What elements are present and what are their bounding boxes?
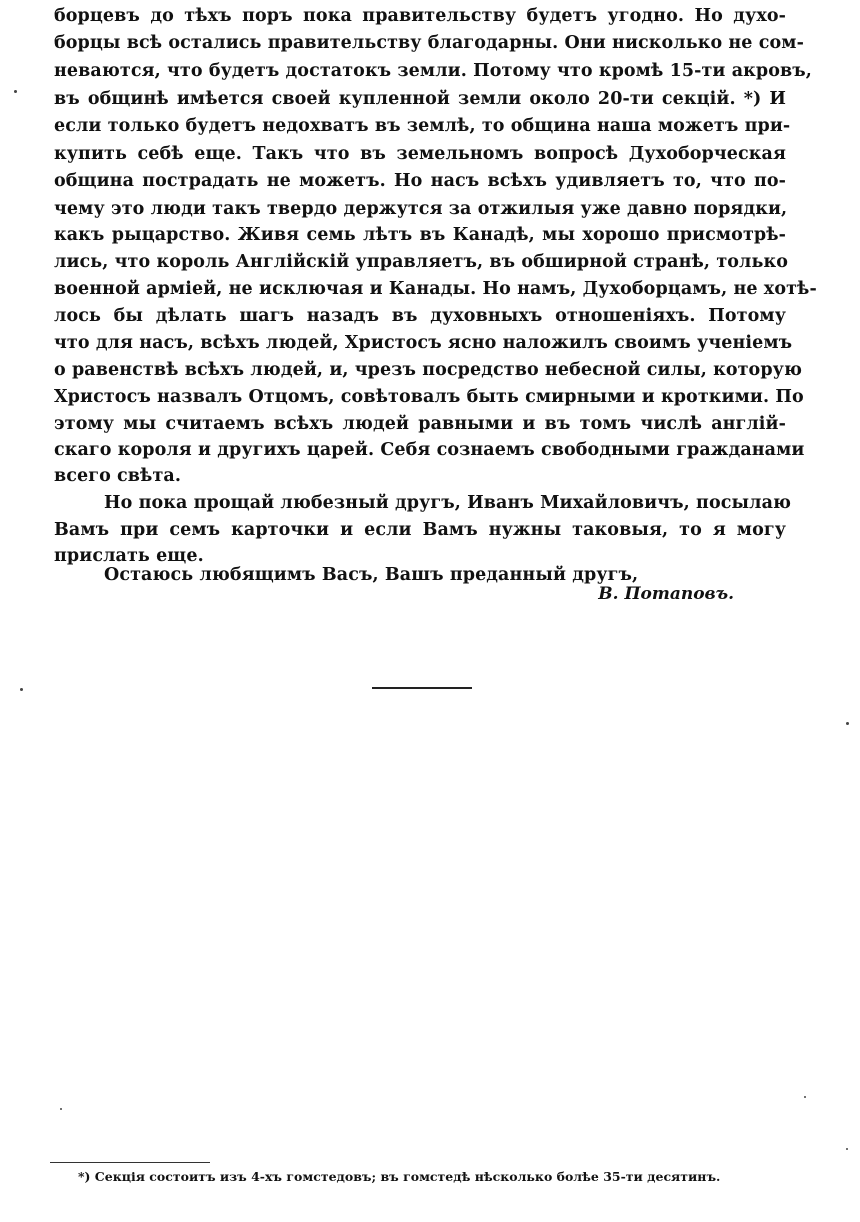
body-line-7: община пострадать не можетъ. Но насъ всѣхъ удивляетъ то, что по- bbox=[54, 171, 786, 191]
scan-speck bbox=[846, 1148, 848, 1150]
scan-speck bbox=[804, 1096, 806, 1098]
closing-line-1: Но пока прощай любезный другъ, Иванъ Михайловичъ, посылаю bbox=[104, 493, 792, 513]
body-line-14: о равенствѣ всѣхъ людей, и, чрезъ посредство небесной силы, которую bbox=[54, 360, 803, 380]
body-line-6: купить себѣ еще. Такъ что въ земельномъ вопросѣ Духоборческая bbox=[54, 144, 786, 164]
body-line-3: неваются, что будетъ достатокъ земли. Потому что кромѣ 15-ти акровъ, bbox=[54, 61, 812, 81]
footnote-rule bbox=[50, 1162, 210, 1163]
body-line-15: Христосъ назвалъ Отцомъ, совѣтовалъ быть смирными и кроткими. По bbox=[54, 387, 804, 407]
scan-speck bbox=[14, 90, 17, 93]
closing-line-2: Вамъ при семъ карточки и если Вамъ нужны таковыя, то я могу bbox=[54, 520, 786, 540]
body-line-9: какъ рыцарство. Живя семь лѣтъ въ Канадѣ, мы хорошо присмотрѣ- bbox=[54, 225, 786, 245]
body-line-17: скаго короля и другихъ царей. Себя сознаемъ свободными гражданами bbox=[54, 440, 805, 460]
body-line-5: если только будетъ недохватъ въ землѣ, то община наша можетъ при- bbox=[54, 116, 791, 136]
body-line-18: всего свѣта. bbox=[54, 466, 182, 486]
signature: В. Потаповъ. bbox=[598, 584, 734, 604]
body-line-16: этому мы считаемъ всѣхъ людей равными и въ томъ числѣ англій- bbox=[54, 414, 786, 434]
body-line-1: борцевъ до тѣхъ поръ пока правительству будетъ угодно. Но духо- bbox=[54, 6, 786, 26]
body-line-2: борцы всѣ остались правительству благодарны. Они нисколько не сом- bbox=[54, 33, 804, 53]
body-line-8: чему это люди такъ твердо держутся за отжилыя уже давно порядки, bbox=[54, 199, 788, 219]
closing-line-3: прислать еще. bbox=[54, 546, 204, 566]
scan-speck bbox=[60, 1108, 62, 1110]
farewell-line: Остаюсь любящимъ Васъ, Вашъ преданный другъ, bbox=[104, 565, 639, 585]
footnote-text: *) Секція состоитъ изъ 4-хъ гомстедовъ; въ гомстедѣ нѣсколько болѣе 35-ти десятинъ. bbox=[78, 1169, 721, 1184]
body-line-4: въ общинѣ имѣется своей купленной земли около 20-ти секцій. *) И bbox=[54, 89, 786, 109]
body-line-11: военной арміей, не исключая и Канады. Но намъ, Духоборцамъ, не хотѣ- bbox=[54, 279, 817, 299]
scan-speck bbox=[20, 688, 23, 691]
section-separator bbox=[372, 687, 472, 689]
scan-speck bbox=[846, 722, 849, 725]
body-line-13: что для насъ, всѣхъ людей, Христосъ ясно наложилъ своимъ ученіемъ bbox=[54, 333, 793, 353]
body-line-10: лись, что король Англійскій управляетъ, въ обширной странѣ, только bbox=[54, 252, 788, 272]
body-line-12: лось бы дѣлать шагъ назадъ въ духовныхъ отношеніяхъ. Потому bbox=[54, 306, 786, 326]
